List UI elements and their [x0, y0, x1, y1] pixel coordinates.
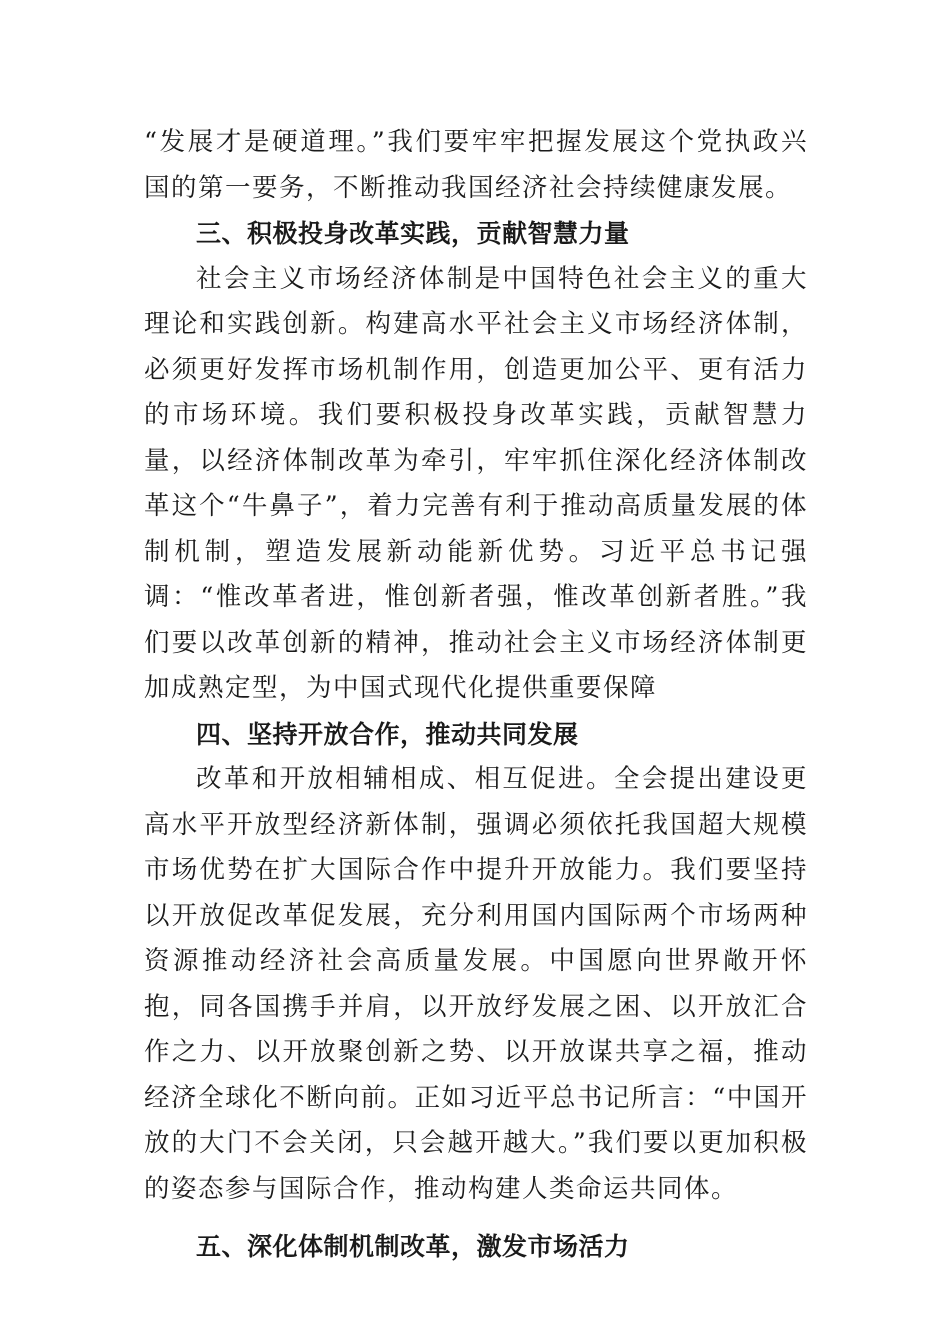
- section-three-heading: 三、积极投身改革实践，贡献智慧力量: [196, 219, 630, 248]
- document-body: [144, 120, 808, 1270]
- opening-paragraph: “发展才是硬道理。”我们要牢牢把握发展这个党执政兴国的第一要务，不断推动我国经济社会持续健康发展。: [144, 127, 808, 203]
- section-three-body: 社会主义市场经济体制是中国特色社会主义的重大理论和实践创新。构建高水平社会主义市场经济体制，必须更好发挥市场机制作用，创造更加公平、更有活力的市场环境。我们要积极投身改革实践，贡献智慧力量，以经济体制改革为牵引，牢牢抓住深化经济体制改革这个“牛鼻子”，着力完善有利于推动高质量发展的体制机制，塑造发展新动能新优势。习近平总书记强调：“惟改革者进，惟创新者强，惟改革创新者胜。”我们要以改革创新的精神，推动社会主义市场经济体制更加成熟定型，为中国式现代化提供重要保障: [144, 263, 808, 703]
- section-four-body: 改革和开放相辅相成、相互促进。全会提出建设更高水平开放型经济新体制，强调必须依托我国超大规模市场优势在扩大国际合作中提升开放能力。我们要坚持以开放促改革促发展，充分利用国内国际两个市场两种资源推动经济社会高质量发展。中国愿向世界敞开怀抱，同各国携手并肩，以开放纾发展之困、以开放汇合作之力、以开放聚创新之势、以开放谋共享之福，推动经济全球化不断向前。正如习近平总书记所言：“中国开放的大门不会关闭，只会越开越大。”我们要以更加积极的姿态参与国际合作，推动构建人类命运共同体。: [144, 764, 808, 1204]
- section-five-heading: 五、深化体制机制改革，激发市场活力: [196, 1232, 630, 1261]
- section-four-heading: 四、坚持开放合作，推动共同发展: [196, 719, 579, 749]
